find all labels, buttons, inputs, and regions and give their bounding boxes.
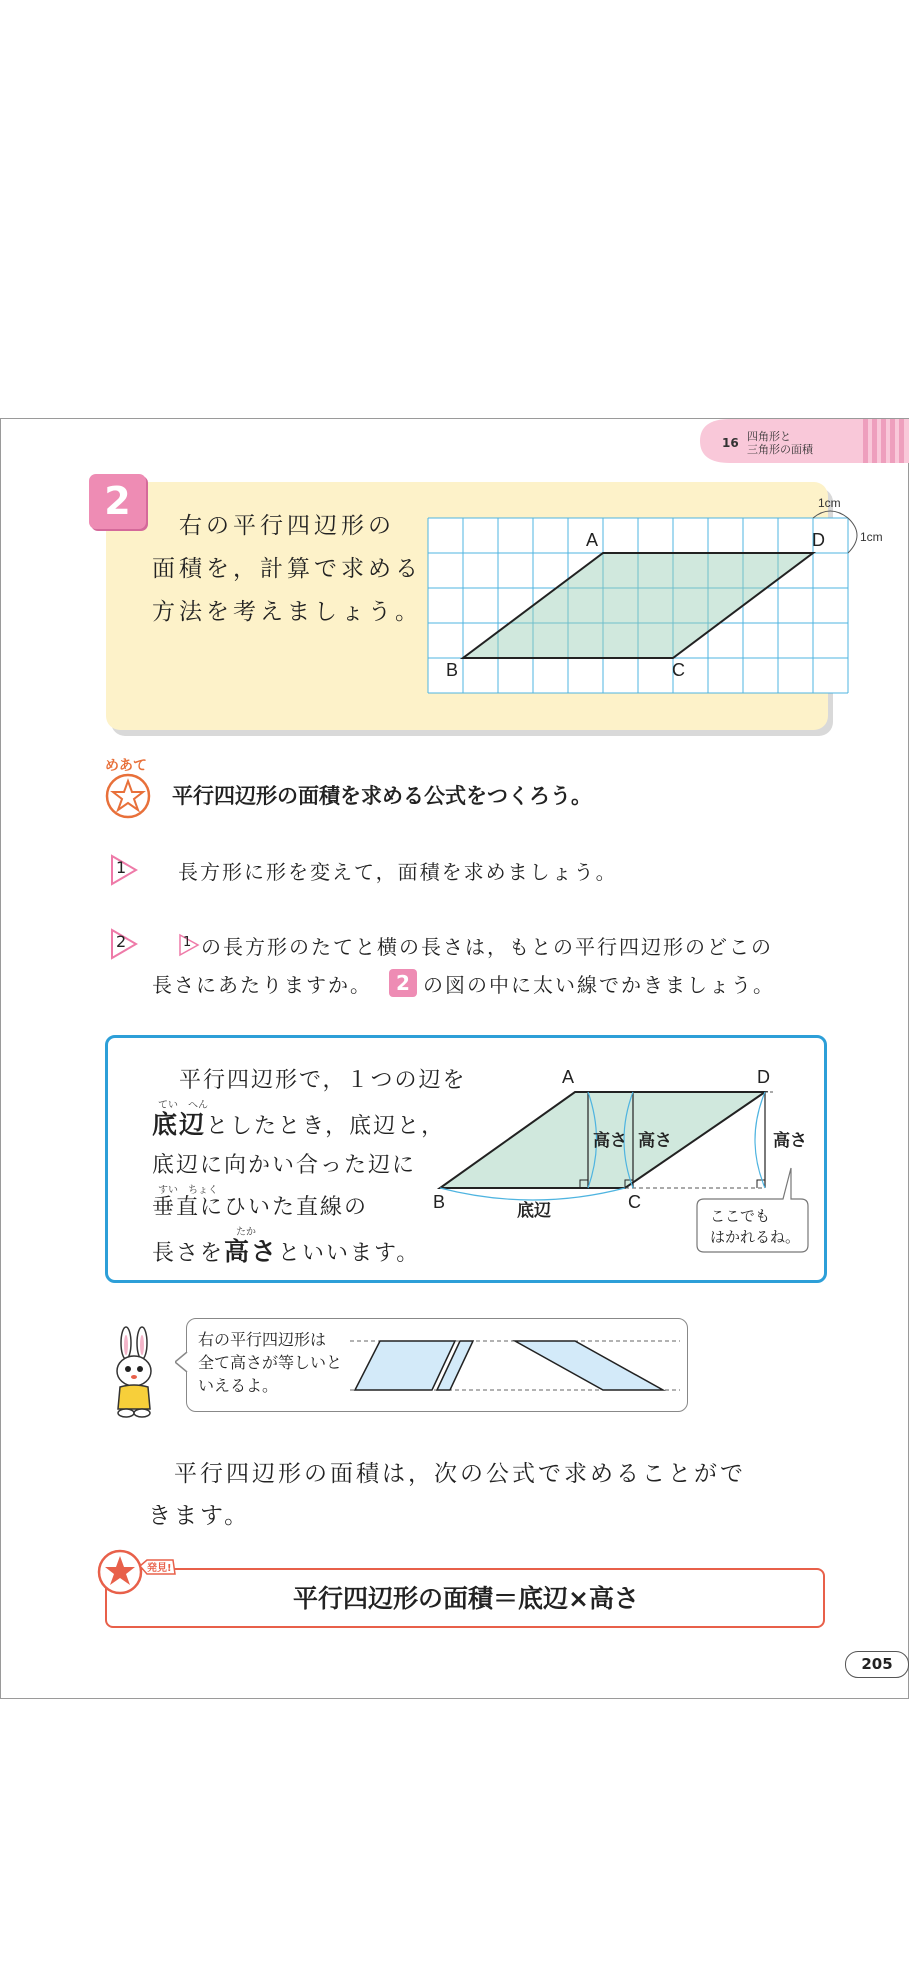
height-label-2: 高さ	[638, 1131, 672, 1151]
problem-line-3: 方法を考えましょう。	[152, 599, 422, 625]
def-line-4	[152, 1190, 368, 1221]
def-line-1: 平行四辺形で，１つの辺を	[155, 1068, 467, 1093]
problem-line-1: 右の平行四辺形の	[152, 513, 395, 539]
unit-v-arc	[848, 518, 857, 553]
chapter-number: 16	[722, 436, 739, 450]
unit-h-arc	[813, 511, 848, 518]
base-label: 底辺	[517, 1201, 551, 1221]
def-line-5b: といいます。	[278, 1241, 421, 1266]
grid-parallelogram-figure	[420, 490, 909, 710]
step-1-text: 長方形に形を変えて，面積を求めましょう。	[178, 860, 618, 884]
height-definition-figure	[425, 1060, 820, 1265]
step-2-line2b: の図の中に太い線でかきましょう。	[423, 973, 775, 997]
conclusion-text: 平行四辺形の面積は，次の公式で求めることができます。	[148, 1461, 746, 1529]
bubble-line-2: 全て高さが等しいと	[198, 1353, 343, 1372]
unit-h-label: 1cm	[818, 496, 841, 510]
def-line-5a: 長さを	[152, 1241, 225, 1266]
def-vertex-c: C	[628, 1192, 641, 1212]
discovery-star-icon	[97, 1548, 177, 1596]
bubble-line-3: いえるよ。	[198, 1376, 279, 1395]
def-line-2-rest: としたとき，底辺と，	[206, 1114, 446, 1139]
problem-text	[152, 505, 422, 634]
page-number: 205	[845, 1651, 909, 1678]
height-ruby: たか	[236, 1227, 256, 1238]
formula-text: 平行四辺形の面積＝底辺×高さ	[293, 1584, 639, 1613]
vertex-c: C	[672, 660, 685, 680]
vertical-ruby: すい ちょく	[158, 1185, 218, 1196]
meate-text: 平行四辺形の面積を求める公式をつくろう。	[172, 784, 592, 808]
chapter-title-line2: 三角形の面積	[747, 443, 813, 456]
height-label-3: 高さ	[773, 1131, 807, 1151]
bubble-text	[198, 1328, 348, 1397]
equal-height-parallelograms-figure	[340, 1325, 680, 1405]
base-ruby: てい へん	[158, 1100, 208, 1111]
vertex-b: B	[446, 660, 459, 680]
bubble-tail	[175, 1352, 189, 1372]
note-line-2: はかれるね。	[710, 1228, 801, 1246]
def-line-4-rest: にひいた直線の	[200, 1195, 369, 1220]
step-2-line2a: 長さにあたりますか。	[152, 973, 372, 997]
def-vertex-b: B	[433, 1192, 446, 1212]
step-ref-number: 1	[183, 935, 192, 950]
chapter-title-line1: 四角形と	[747, 430, 791, 443]
note-line-1: ここでも	[710, 1207, 771, 1225]
vertex-a: A	[586, 530, 599, 550]
def-vertex-d: D	[757, 1067, 770, 1087]
problem-ref-badge: 2	[389, 969, 417, 997]
step-2-line1: の長方形のたてと横の長さは，もとの平行四辺形のどこの	[201, 935, 773, 959]
step-1-number: 1	[116, 858, 127, 877]
def-line-3: 底辺に向かい合った辺に	[152, 1153, 417, 1178]
step-2-number: 2	[116, 932, 127, 951]
vertex-d: D	[812, 530, 825, 550]
height-word: 高さ	[224, 1237, 279, 1266]
def-line-2	[152, 1105, 445, 1141]
height-label-1: 高さ	[593, 1131, 627, 1151]
vertical-word: 垂直	[152, 1195, 201, 1220]
base-word: 底辺	[152, 1110, 207, 1139]
star-icon	[105, 773, 151, 819]
problem-number-badge: 2	[89, 474, 146, 529]
problem-line-2: 面積を，計算で求める	[152, 556, 422, 582]
discovery-label: 発見!	[147, 1563, 172, 1574]
rabbit-mascot-icon	[108, 1325, 160, 1420]
unit-v-label: 1cm	[860, 530, 883, 544]
parallelogram-3	[515, 1341, 663, 1390]
bubble-line-1: 右の平行四辺形は	[198, 1330, 327, 1349]
chapter-title	[747, 430, 857, 456]
def-line-5	[152, 1232, 420, 1268]
meate-label: めあて	[105, 758, 147, 774]
def-vertex-a: A	[562, 1067, 575, 1087]
